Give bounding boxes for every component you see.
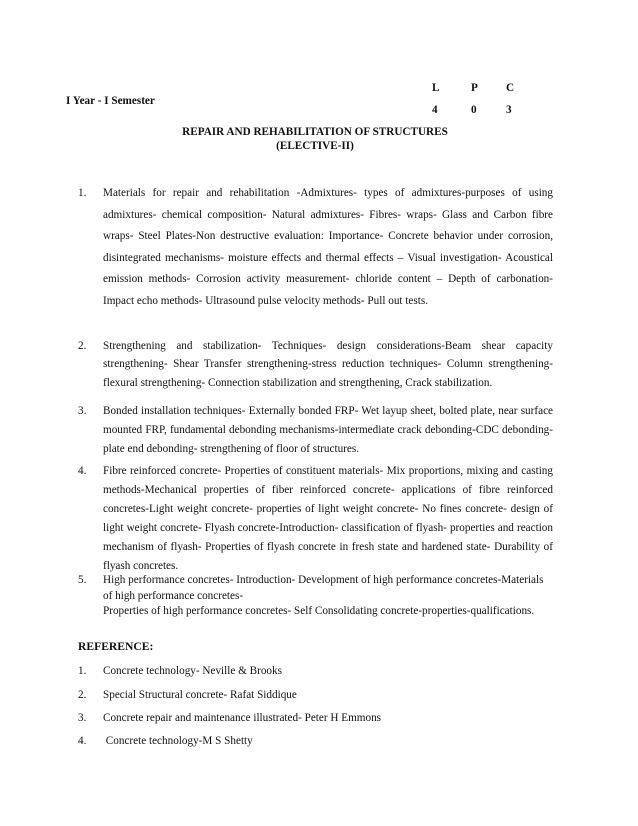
unit-text: Strengthening and stabilization- Techniques- design considerations-Beam shear capacity strengthening- Shear Transfer strengthening-stress reduction techniques- Column strengthening-flexural strengthening- Connection stabilization and strengthening, Crack stabilization.: [103, 340, 553, 389]
reference-number: 4.: [78, 735, 87, 747]
ltp-value-l: 4: [432, 104, 438, 116]
unit-text: Fibre reinforced concrete- Properties of constituent materials- Mix proportions, mixing and casting methods-Mechanical properties of fiber reinforced concrete- applications of fibre reinforced concretes-Light weight concrete- properties of light weight concrete- No fines concrete- design of light weight concrete- Flyash concrete-Introduction- classification of flyash- properties and reaction mechanism of flyash- Properties of flyash concrete in fresh state and hardened state- Durability of flyash concretes.: [103, 465, 553, 572]
unit-text: Bonded installation techniques- Externally bonded FRP- Wet layup sheet, bolted plate, near surface mounted FRP, fundamental debonding mechanisms-intermediate crack debonding-CDC debonding- plate end debonding- strengthening of floor of structures.: [103, 405, 553, 455]
unit-number: 3.: [78, 405, 87, 417]
ltp-value-p: 0: [471, 104, 477, 116]
course-title: REPAIR AND REHABILITATION OF STRUCTURES: [182, 126, 448, 138]
year-semester: I Year - I Semester: [66, 95, 155, 107]
unit-text: Materials for repair and rehabilitation -Admixtures- types of admixtures-purposes of using admixtures- chemical composition- Natural admixtures- Fibres- wraps- Glass and Carbon fibre wraps- Steel Plates-Non destructive evaluation: Importance- Concrete behavior under corrosion, disintegrated mechanisms- moisture effects and thermal effects – Visual investigation- Acoustical emission methods- Corrosion activity measurement- chloride content – Depth of carbonation- Impact echo methods- Ultrasound pulse velocity methods- Pull out tests.: [103, 187, 553, 307]
reference-text: Concrete technology- Neville & Brooks: [103, 665, 282, 677]
reference-item: [78, 712, 548, 724]
unit-item: [78, 573, 553, 620]
reference-text: Concrete technology-M S Shetty: [103, 735, 253, 747]
reference-item: [78, 665, 548, 677]
reference-number: 2.: [78, 689, 87, 701]
unit-item: [78, 337, 553, 392]
ltp-value-c: 3: [506, 104, 512, 116]
reference-number: 3.: [78, 712, 87, 724]
reference-number: 1.: [78, 665, 87, 677]
unit-text: [103, 573, 553, 620]
unit-text-line: Properties of high performance concretes- Self Consolidating concrete-properties-qualifications.: [103, 605, 535, 617]
unit-item: [78, 183, 553, 312]
unit-item: [78, 402, 553, 459]
reference-text: Concrete repair and maintenance illustrated- Peter H Emmons: [103, 712, 382, 724]
reference-item: [78, 735, 548, 747]
unit-item: [78, 462, 553, 576]
unit-number: 5.: [78, 574, 87, 586]
reference-text: Special Structural concrete- Rafat Siddique: [103, 689, 297, 701]
unit-number: 4.: [78, 465, 87, 477]
reference-item: [78, 689, 548, 701]
course-elective: (ELECTIVE-II): [276, 140, 354, 152]
ltp-label-c: C: [506, 82, 515, 94]
ltp-label-p: P: [471, 82, 478, 94]
reference-heading: REFERENCE:: [78, 640, 154, 653]
unit-text-line: High performance concretes- Introduction- Development of high performance concretes-Materials of high performance concretes-: [103, 574, 544, 602]
ltp-label-l: L: [432, 82, 440, 94]
unit-number: 2.: [78, 340, 87, 352]
unit-number: 1.: [78, 187, 87, 199]
